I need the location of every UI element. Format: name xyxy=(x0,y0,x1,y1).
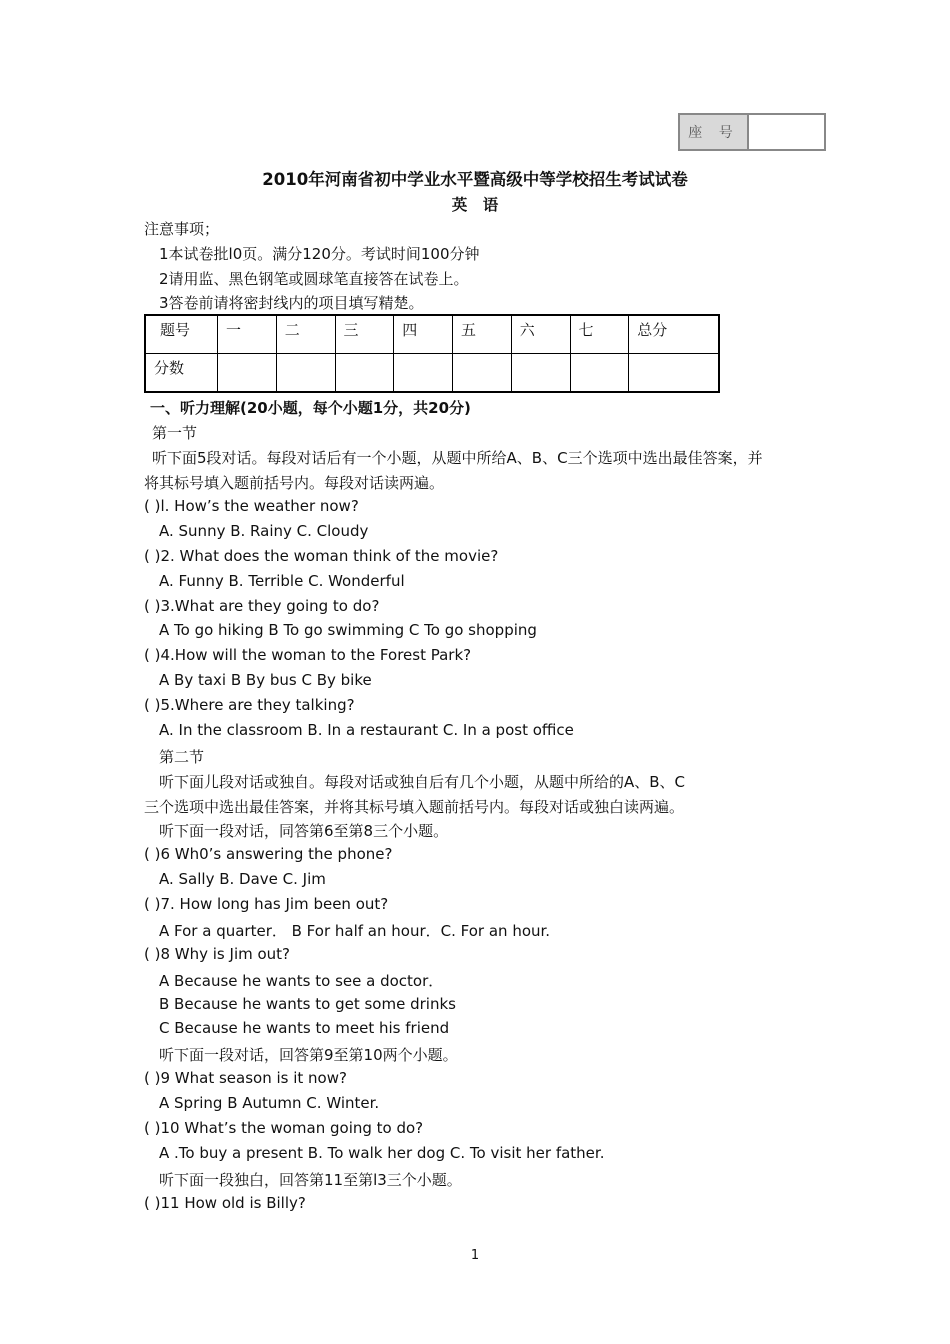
question: ( )l. How’s the weather now? xyxy=(144,497,359,515)
score-table xyxy=(144,314,720,393)
page-number: 1 xyxy=(470,1248,480,1263)
answer-options: A Because he wants to see a doctor． xyxy=(159,972,444,990)
instruction-text: 三个选项中选出最佳答案，并将其标号填入题前括号内。每段对话或独白读两遍。 xyxy=(144,798,685,816)
instruction-text: 听下面5段对话。每段对话后有一个小题，从题中所给A、B、C三个选项中选出最佳答案，并 xyxy=(152,449,763,467)
exam-title: 2010年河南省初中学业水平暨高级中等学校招生考试试卷 xyxy=(262,170,688,189)
note-item: 2请用监、黑色钢笔或圆球笔直接答在试卷上。 xyxy=(159,270,469,288)
score-cell xyxy=(218,354,277,393)
table-header-cell: 五 xyxy=(453,315,512,354)
table-header-cell: 一 xyxy=(218,315,277,354)
score-cell xyxy=(629,354,719,393)
exam-subject: 英 语 xyxy=(451,196,499,214)
answer-options: A. In the classroom B. In a restaurant C. In a post office xyxy=(159,721,574,739)
answer-options: A For a quarter． B For half an hour．C. For an hour. xyxy=(159,922,551,940)
table-header-cell: 六 xyxy=(511,315,570,354)
table-row-label: 分数 xyxy=(145,354,218,393)
notes-heading: 注意事项； xyxy=(144,220,220,238)
table-header-cell: 四 xyxy=(394,315,453,354)
table-header-cell: 三 xyxy=(335,315,394,354)
instruction-text: 听下面一段独白，回答第11至第l3三个小题。 xyxy=(159,1171,462,1189)
note-item: 1本试卷批l0页。满分120分。考试时间100分钟 xyxy=(159,245,480,263)
subsection-heading: 第一节 xyxy=(152,424,198,442)
instruction-text: 将其标号填入题前括号内。每段对话读两遍。 xyxy=(144,474,445,492)
score-table-score-row xyxy=(145,354,719,393)
instruction-text: 听下面一段对话，回答第9至第10两个小题。 xyxy=(159,1046,458,1064)
answer-options: C Because he wants to meet his friend xyxy=(159,1019,450,1037)
seat-number-label: 座 号 xyxy=(680,115,749,149)
question: ( )3.What are they going to do? xyxy=(144,597,380,615)
table-header-cell: 题号 xyxy=(145,315,218,354)
question: ( )7. How long has Jim been out? xyxy=(144,895,389,913)
table-header-cell: 七 xyxy=(570,315,629,354)
score-cell xyxy=(394,354,453,393)
question: ( )2. What does the woman think of the movie? xyxy=(144,547,499,565)
answer-options: A. Sally B. Dave C. Jim xyxy=(159,870,326,888)
score-cell xyxy=(453,354,512,393)
answer-options: A By taxi B By bus C By bike xyxy=(159,671,372,689)
score-cell xyxy=(276,354,335,393)
question: ( )11 How old is Billy? xyxy=(144,1194,306,1212)
instruction-text: 听下面一段对话，同答第6至第8三个小题。 xyxy=(159,822,449,840)
answer-options: A To go hiking B To go swimming C To go shopping xyxy=(159,621,537,639)
table-header-cell: 二 xyxy=(276,315,335,354)
answer-options: B Because he wants to get some drinks xyxy=(159,995,456,1013)
subsection-heading: 第二节 xyxy=(159,748,205,766)
question: ( )8 Why is Jim out? xyxy=(144,945,291,963)
question: ( )4.How will the woman to the Forest Park? xyxy=(144,646,472,664)
section-heading: 一、听力理解(20小题，每个小题1分，共20分) xyxy=(150,399,471,417)
answer-options: A Spring B Autumn C. Winter. xyxy=(159,1094,380,1112)
answer-options: A. Funny B. Terrible C. Wonderful xyxy=(159,572,405,590)
seat-number-box xyxy=(678,113,826,151)
answer-options: A .To buy a present B. To walk her dog C. To visit her father. xyxy=(159,1144,605,1162)
question: ( )10 What’s the woman going to do? xyxy=(144,1119,424,1137)
question: ( )9 What season is it now? xyxy=(144,1069,347,1087)
score-cell xyxy=(570,354,629,393)
score-cell xyxy=(511,354,570,393)
table-header-cell: 总分 xyxy=(629,315,719,354)
instruction-text: 听下面儿段对话或独自。每段对话或独自后有几个小题，从题中所给的A、B、C xyxy=(159,773,686,791)
answer-options: A. Sunny B. Rainy C. Cloudy xyxy=(159,522,369,540)
score-table-header-row xyxy=(145,315,719,354)
question: ( )5.Where are they talking? xyxy=(144,696,355,714)
question: ( )6 Wh0’s answering the phone? xyxy=(144,845,393,863)
score-cell xyxy=(335,354,394,393)
note-item: 3答卷前请将密封线内的项目填写精楚。 xyxy=(159,294,424,312)
